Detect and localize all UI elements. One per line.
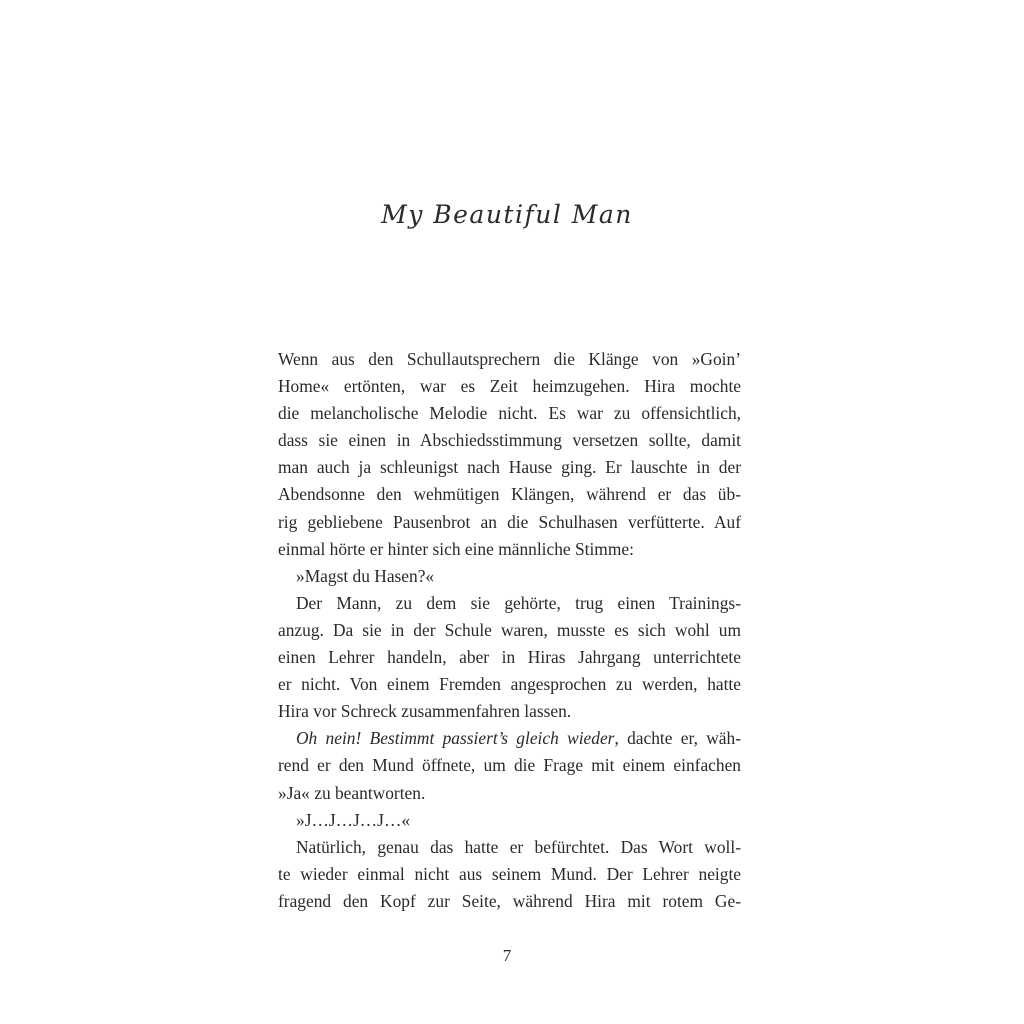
text-line: »Magst du Hasen?« xyxy=(296,565,435,586)
text-line: Hira vor Schreck zusammenfahren lassen. xyxy=(278,701,572,722)
text-line: man auch ja schleunigst nach Hause ging. Er lauschte in der xyxy=(278,457,741,478)
body-text xyxy=(278,346,741,915)
text-line: Natürlich, genau das hatte er befürchtet. Das Wort woll- xyxy=(296,836,741,857)
text-line: einmal hörte er hinter sich eine männliche Stimme: xyxy=(278,538,634,559)
text-line: rend er den Mund öffnete, um die Frage mit einem einfachen xyxy=(278,755,741,776)
text-line: Home« ertönten, war es Zeit heimzugehen. Hira mochte xyxy=(278,376,741,397)
text-line: er nicht. Von einem Fremden angesprochen zu werden, hatte xyxy=(278,674,741,695)
text-line: fragend den Kopf zur Seite, während Hira mit rotem Ge- xyxy=(278,890,741,911)
text-line: Wenn aus den Schullautsprechern die Klänge von »Goin’ xyxy=(278,349,741,369)
text-line: einen Lehrer handeln, aber in Hiras Jahrgang unterrichtete xyxy=(278,647,741,668)
text-line: dass sie einen in Abschiedsstimmung versetzen sollte, damit xyxy=(278,430,741,451)
text-line: »Ja« zu beantworten. xyxy=(278,782,426,803)
text-line: Abendsonne den wehmütigen Klängen, während er das üb- xyxy=(278,484,741,505)
italic-text: Oh nein! Bestimmt passiert’s gleich wieder xyxy=(296,728,615,749)
text-line: anzug. Da sie in der Schule waren, musste es sich wohl um xyxy=(278,619,741,640)
page-number: 7 xyxy=(502,946,512,965)
chapter-title: My Beautiful Man xyxy=(381,200,633,229)
text-line: rig gebliebene Pausenbrot an die Schulhasen verfütterte. Auf xyxy=(278,511,741,532)
text-line: te wieder einmal nicht aus seinem Mund. Der Lehrer neigte xyxy=(278,863,741,884)
text-line: »J…J…J…J…« xyxy=(296,809,411,830)
text-line xyxy=(278,725,741,752)
text-line: Der Mann, zu dem sie gehörte, trug einen Trainings- xyxy=(296,592,741,613)
text-line: die melancholische Melodie nicht. Es war zu offensichtlich, xyxy=(278,403,741,424)
line-text: , dachte er, wäh- xyxy=(614,728,741,749)
